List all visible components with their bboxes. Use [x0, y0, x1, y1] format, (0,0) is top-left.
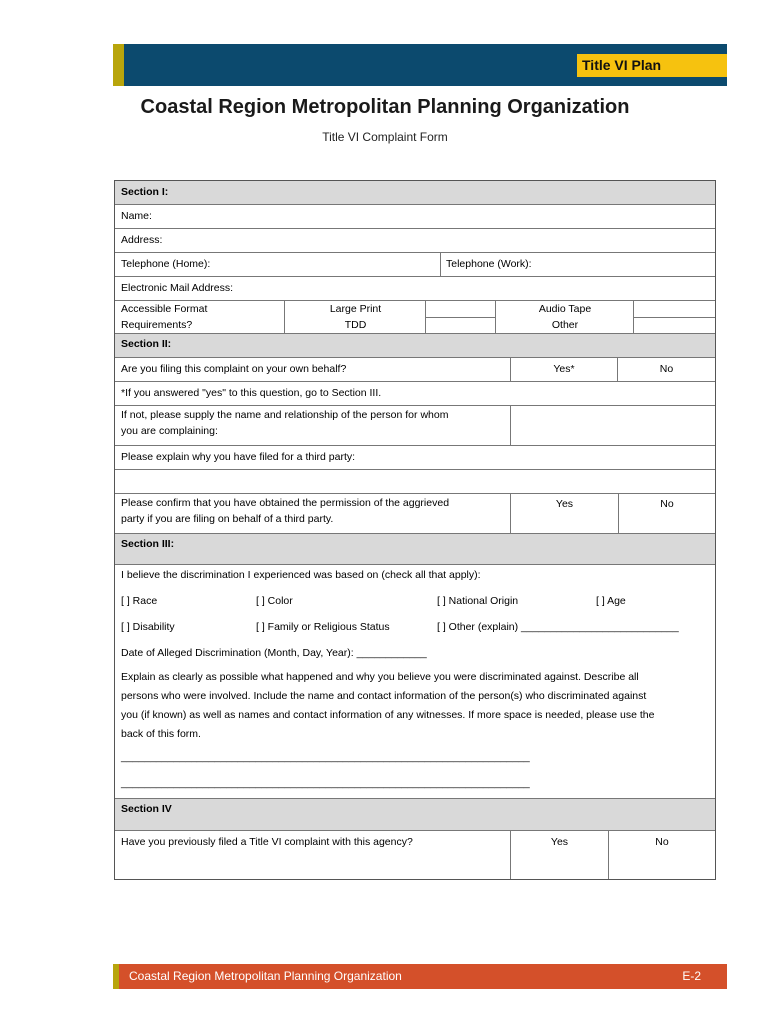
basis-question: I believe the discrimination I experienced was based on (check all that apply):: [121, 569, 481, 581]
explain-line-1: Explain as clearly as possible what happened and why you believe you were discriminated against. Describe all: [121, 671, 639, 683]
email-row[interactable]: [115, 277, 715, 301]
form-subtitle: Title VI Complaint Form: [322, 130, 448, 144]
header-accent: [113, 44, 124, 86]
page-title: Coastal Region Metropolitan Planning Organization: [140, 96, 630, 118]
section-3-body: [115, 565, 715, 799]
explain-line-2: persons who were involved. Include the name and contact information of the person(s) who discriminated against: [121, 690, 647, 702]
explain-third-party-label: Please explain why you have filed for a third party:: [121, 451, 356, 463]
footer-org: Coastal Region Metropolitan Planning Organization: [129, 969, 402, 983]
permission-line2: party if you are filing on behalf of a third party.: [121, 513, 334, 525]
format-options-b: [495, 301, 633, 333]
previous-complaint-question-cell: [115, 831, 510, 879]
email-label: Electronic Mail Address:: [121, 282, 234, 294]
yes-note: *If you answered "yes" to this question, go to Section III.: [121, 387, 382, 399]
own-behalf-question: Are you filing this complaint on your own behalf?: [121, 363, 347, 375]
permission-yes[interactable]: Yes: [510, 494, 618, 533]
other-option[interactable]: Other: [551, 319, 579, 331]
format-options-a: [284, 301, 425, 333]
yes-note-row: [115, 382, 715, 406]
telephone-row: [115, 253, 715, 277]
address-row[interactable]: [115, 229, 715, 253]
audio-tape-option[interactable]: Audio Tape: [538, 303, 592, 315]
format-check-a[interactable]: [425, 301, 495, 333]
third-party-name-label: [115, 406, 510, 445]
page-number: E-2: [682, 969, 701, 983]
own-behalf-yes[interactable]: Yes*: [510, 358, 617, 381]
footer-accent: [113, 964, 119, 989]
tdd-option[interactable]: TDD: [344, 319, 367, 331]
previous-complaint-no[interactable]: No: [608, 831, 715, 879]
answer-line-1[interactable]: ______________________________________________________________________: [121, 751, 530, 763]
name-row[interactable]: [115, 205, 715, 229]
third-party-line2: you are complaining:: [121, 425, 218, 437]
format-label-line1: Accessible Format: [121, 303, 208, 315]
explain-line-3: you (if known) as well as names and contact information of any witnesses. If more space is needed, please use the: [121, 709, 655, 721]
previous-complaint-yes[interactable]: Yes: [510, 831, 608, 879]
telephone-home-field[interactable]: [115, 253, 440, 276]
explain-line-4: back of this form.: [121, 728, 201, 740]
national-origin-checkbox[interactable]: [ ] National Origin: [437, 595, 519, 607]
other-explain-checkbox[interactable]: [ ] Other (explain) ___________________________: [437, 621, 679, 633]
previous-complaint-row: [115, 831, 715, 879]
format-label-line2: Requirements?: [121, 319, 193, 331]
third-party-name-field[interactable]: [510, 406, 715, 445]
section-1-heading: Section I:: [115, 181, 715, 205]
disability-checkbox[interactable]: [ ] Disability: [121, 621, 175, 633]
family-religious-checkbox[interactable]: [ ] Family or Religious Status: [256, 621, 390, 633]
complaint-form: [114, 180, 716, 880]
permission-label: [115, 494, 510, 533]
answer-line-2[interactable]: ______________________________________________________________________: [121, 777, 530, 789]
footer-bar: [113, 964, 727, 989]
third-party-name-row: [115, 406, 715, 446]
permission-no[interactable]: No: [618, 494, 715, 533]
date-of-discrimination[interactable]: Date of Alleged Discrimination (Month, Day, Year): ____________: [121, 647, 427, 659]
large-print-option[interactable]: Large Print: [329, 303, 382, 315]
telephone-work-label: Telephone (Work):: [446, 258, 532, 270]
address-label: Address:: [121, 234, 163, 246]
permission-line1: Please confirm that you have obtained the permission of the aggrieved: [121, 497, 450, 509]
explain-third-party-row[interactable]: [115, 446, 715, 494]
own-behalf-no[interactable]: No: [617, 358, 715, 381]
previous-complaint-question: Have you previously filed a Title VI complaint with this agency?: [121, 836, 413, 848]
color-checkbox[interactable]: [ ] Color: [256, 595, 293, 607]
own-behalf-row: [115, 358, 715, 382]
third-party-line1: If not, please supply the name and relationship of the person for whom: [121, 409, 449, 421]
age-checkbox[interactable]: [ ] Age: [596, 595, 626, 607]
race-checkbox[interactable]: [ ] Race: [121, 595, 158, 607]
section-2-heading: Section II:: [115, 334, 715, 358]
accessible-format-row: [115, 301, 715, 334]
explain-divider: [115, 469, 715, 470]
name-label: Name:: [121, 210, 152, 222]
format-check-b[interactable]: [633, 301, 715, 333]
section-3-heading: Section III:: [115, 534, 715, 565]
telephone-work-field[interactable]: [440, 253, 715, 276]
own-behalf-question-cell: [115, 358, 510, 381]
telephone-home-label: Telephone (Home):: [121, 258, 211, 270]
permission-row: [115, 494, 715, 534]
section-4-heading: Section IV: [115, 799, 715, 831]
header-tag: Title VI Plan: [577, 54, 727, 77]
accessible-format-label: [115, 301, 284, 333]
